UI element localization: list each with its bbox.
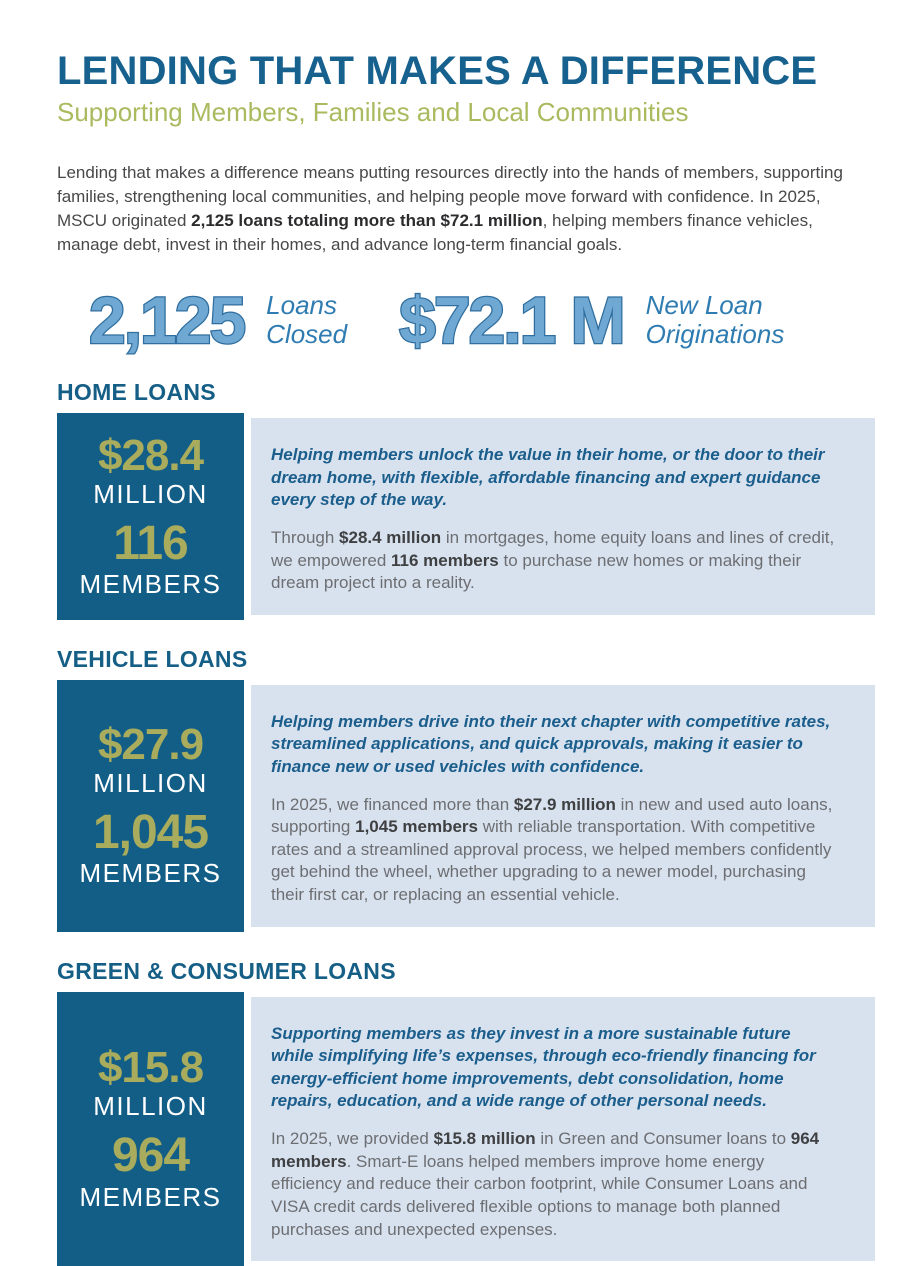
section-home-loans bbox=[57, 379, 875, 620]
green-consumer-loans-header: GREEN & CONSUMER LOANS bbox=[57, 957, 396, 984]
green-consumer-loans-body: In 2025, we provided $15.8 million in Green and Consumer loans to 964 members. Smart-E loans helped members improve home energy efficiency and reduce their carbon footprint, while Consumer Loans and VISA credit cards delivered flexible options to manage both planned purchases and unexpected expenses. bbox=[271, 1129, 820, 1239]
green-consumer-loans-amount: $15.8 bbox=[97, 1043, 204, 1093]
home-loans-text-panel bbox=[251, 418, 875, 615]
home-loans-members-unit: MEMBERS bbox=[79, 569, 222, 600]
section-green-consumer-loans bbox=[57, 958, 875, 1266]
vehicle-loans-text-panel bbox=[251, 685, 875, 927]
home-loans-row bbox=[57, 413, 875, 620]
green-consumer-loans-text-panel bbox=[251, 997, 875, 1261]
green-consumer-loans-amount-unit: MILLION bbox=[93, 1091, 208, 1122]
home-loans-body: Through $28.4 million in mortgages, home equity loans and lines of credit, we empowered 116 members to purchase new homes or making their dream project into a reality. bbox=[271, 527, 835, 593]
home-loans-amount-unit: MILLION bbox=[93, 478, 208, 509]
vehicle-loans-body: In 2025, we financed more than $27.9 million in new and used auto loans, supporting 1,045 members with reliable transportation. With competitive rates and a streamlined approval process, we helped members confidently get behind the wheel, whether upgrading to a newer model, purchasing their first car, or replacing an essential vehicle. bbox=[271, 794, 833, 905]
loans-closed-value: 2,125 bbox=[89, 283, 245, 358]
vehicle-loans-amount-unit: MILLION bbox=[93, 768, 208, 799]
stat-new-loan-originations bbox=[399, 283, 785, 358]
home-loans-amount: $28.4 bbox=[97, 430, 204, 480]
green-consumer-loans-stat-panel bbox=[57, 992, 244, 1266]
headline-stats-row bbox=[89, 283, 875, 358]
green-consumer-loans-lead: Supporting members as they invest in a more sustainable future while simplifying life’s expenses, through eco-friendly financing for energy-efficient home improvements, debt consolidation, home repairs, education, and a wide range of other personal needs. bbox=[271, 1023, 816, 1111]
section-vehicle-loans bbox=[57, 646, 875, 932]
vehicle-loans-members-unit: MEMBERS bbox=[79, 858, 222, 889]
green-consumer-loans-members: 964 bbox=[111, 1129, 190, 1183]
green-consumer-loans-row bbox=[57, 992, 875, 1266]
home-loans-header: HOME LOANS bbox=[57, 379, 216, 406]
vehicle-loans-stat-panel bbox=[57, 680, 244, 932]
vehicle-loans-members: 1,045 bbox=[92, 806, 209, 860]
originations-label: New Loan Originations bbox=[645, 289, 785, 350]
page-title: LENDING THAT MAKES A DIFFERENCE bbox=[57, 49, 818, 93]
vehicle-loans-row bbox=[57, 680, 875, 932]
originations-value: $72.1 M bbox=[399, 283, 624, 358]
vehicle-loans-lead: Helping members drive into their next chapter with competitive rates, streamlined applications, and quick approvals, making it easier to finance new or used vehicles with confidence. bbox=[271, 711, 831, 776]
home-loans-members: 116 bbox=[113, 516, 188, 570]
vehicle-loans-header: VEHICLE LOANS bbox=[57, 645, 248, 672]
vehicle-loans-amount: $27.9 bbox=[97, 720, 204, 769]
green-consumer-loans-members-unit: MEMBERS bbox=[79, 1181, 222, 1212]
loans-closed-label: Loans Closed bbox=[266, 289, 348, 350]
home-loans-stat-panel bbox=[57, 413, 244, 620]
stat-loans-closed bbox=[89, 283, 348, 358]
page-subtitle: Supporting Members, Families and Local Communities bbox=[57, 97, 689, 127]
intro-paragraph: Lending that makes a difference means putting resources directly into the hands of members, supporting families, strengthening local communities, and helping people move forward with confidence. In 2025, MSCU originated 2,125 loans totaling more than $72.1 million, helping members finance vehicles, manage debt, invest in their homes, and advance long-term financial goals. bbox=[57, 162, 843, 254]
home-loans-lead: Helping members unlock the value in their home, or the door to their dream home, with flexible, affordable financing and expert guidance every step of the way. bbox=[271, 445, 825, 510]
